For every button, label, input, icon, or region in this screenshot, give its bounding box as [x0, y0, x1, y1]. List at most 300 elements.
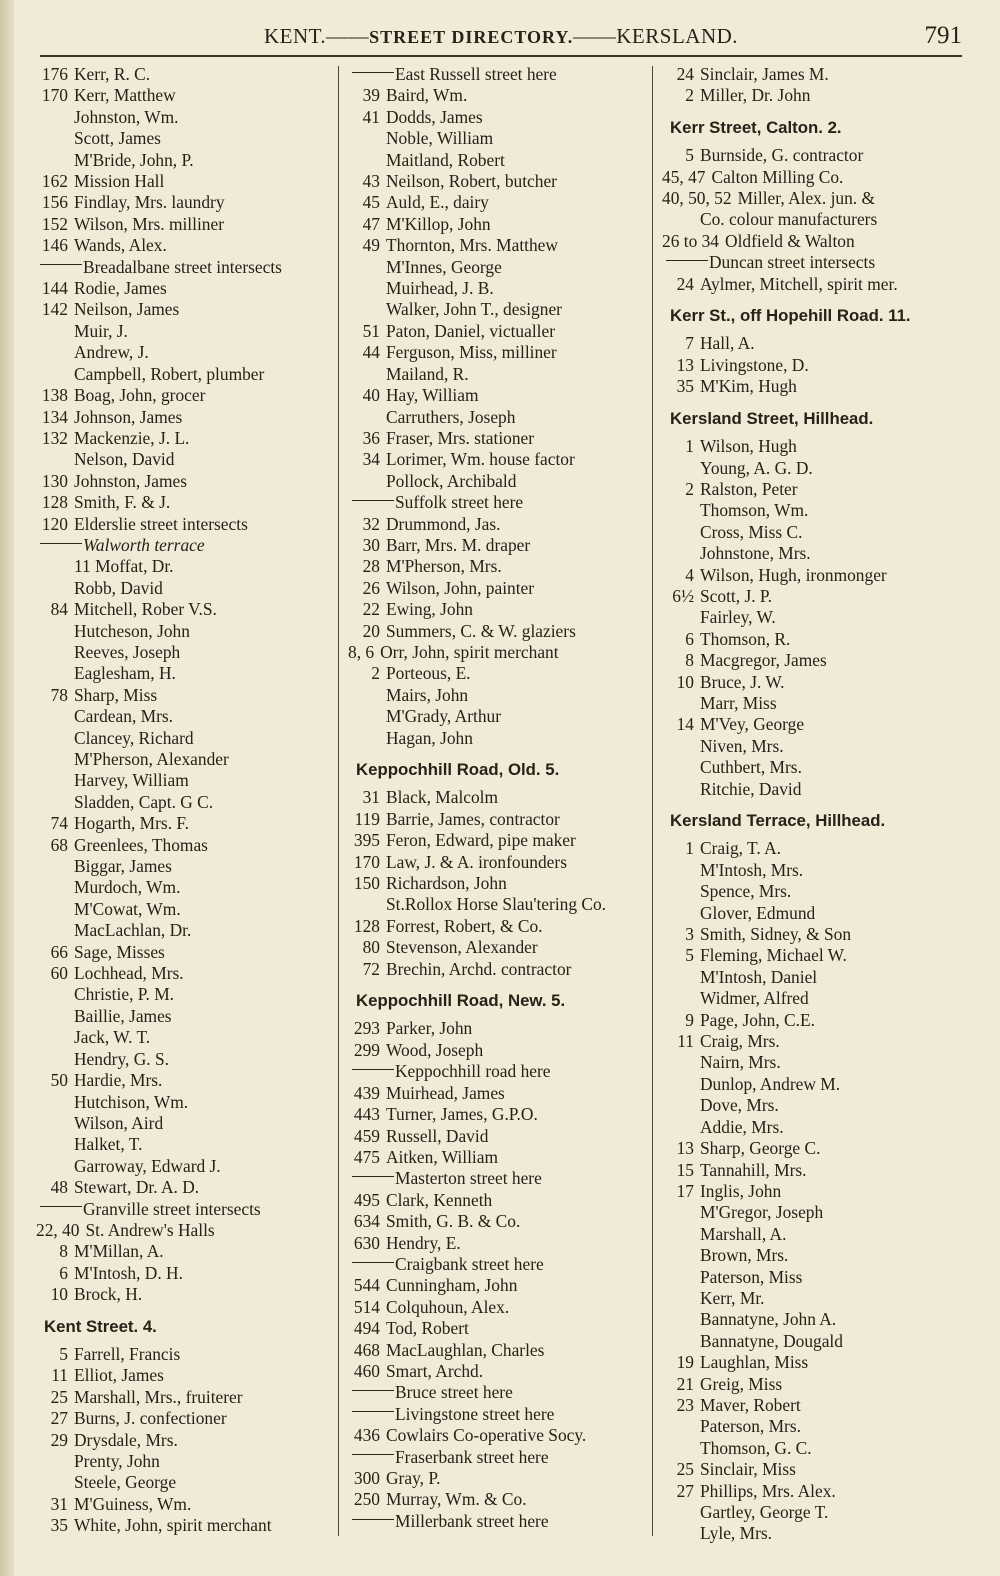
- house-number: 439: [353, 1082, 380, 1103]
- resident-name: Kerr, Matthew: [74, 85, 176, 106]
- intersection-note: [660, 252, 964, 273]
- resident-name: Aylmer, Mitchell, spirit mer.: [700, 273, 898, 294]
- resident-name: Wilson, Hugh: [700, 436, 797, 457]
- house-number: 35: [676, 376, 694, 397]
- dash-rule: [666, 260, 708, 261]
- intersection-note: [346, 64, 646, 85]
- directory-entry: [660, 1523, 964, 1544]
- resident-name: Bannatyne, John A.: [700, 1309, 837, 1330]
- resident-name: Noble, William: [386, 128, 494, 149]
- resident-name: Hendry, E.: [386, 1232, 461, 1253]
- directory-entry: [660, 1224, 964, 1245]
- house-number: 31: [50, 1493, 68, 1514]
- resident-name: M'Bride, John, P.: [74, 149, 194, 170]
- dash-rule: [352, 1519, 394, 1520]
- resident-name: Dove, Mrs.: [700, 1095, 779, 1116]
- resident-name: Page, John, C.E.: [700, 1009, 815, 1030]
- house-number: 40: [362, 385, 380, 406]
- directory-entry: [346, 728, 646, 749]
- resident-name: Neilson, James: [74, 299, 180, 320]
- resident-name: Thomson, R.: [700, 628, 791, 649]
- directory-entry: [660, 945, 964, 966]
- resident-name: Baird, Wm.: [386, 85, 468, 106]
- directory-entry: [34, 706, 332, 727]
- directory-entry: [346, 1233, 646, 1254]
- resident-name: Smith, Sidney, & Son: [700, 924, 852, 945]
- resident-name: Drysdale, Mrs.: [74, 1429, 178, 1450]
- directory-entry: [34, 1284, 332, 1305]
- resident-name: Burns, J. confectioner: [74, 1408, 227, 1429]
- directory-entry: [34, 407, 332, 428]
- directory-entry: [34, 963, 332, 984]
- directory-entry: [346, 1018, 646, 1039]
- directory-entry: [346, 556, 646, 577]
- directory-entry: [346, 959, 646, 980]
- directory-entry: [346, 1468, 646, 1489]
- house-number: 17: [676, 1180, 694, 1201]
- resident-name: St. Andrew's Halls: [85, 1219, 215, 1240]
- directory-entry: [34, 107, 332, 128]
- note-text: Walworth terrace: [83, 534, 205, 555]
- directory-entry: [660, 1395, 964, 1416]
- directory-entry: [346, 621, 646, 642]
- house-number: 60: [50, 963, 68, 984]
- intersection-note: [34, 535, 332, 556]
- directory-column-3: [660, 64, 964, 1545]
- house-number: 45: [362, 192, 380, 213]
- resident-name: Craig, Mrs.: [700, 1031, 780, 1052]
- directory-entry: [660, 522, 964, 543]
- house-number: 128: [41, 492, 68, 513]
- intersection-note: [346, 1168, 646, 1189]
- directory-entry: [34, 599, 332, 620]
- resident-name: Wood, Joseph: [386, 1039, 484, 1060]
- resident-name: Addie, Mrs.: [700, 1116, 784, 1137]
- resident-name: MacLachlan, Dr.: [74, 920, 192, 941]
- directory-entry: [660, 1138, 964, 1159]
- house-number: 78: [50, 684, 68, 705]
- resident-name: Marr, Miss: [700, 692, 777, 713]
- intersection-note: [346, 1254, 646, 1275]
- directory-entry: [346, 107, 646, 128]
- resident-name: Muirhead, James: [386, 1082, 505, 1103]
- house-number: 25: [676, 1459, 694, 1480]
- resident-name: M'Pherson, Alexander: [74, 749, 229, 769]
- directory-entry: [34, 856, 332, 877]
- house-number: 44: [362, 342, 380, 363]
- directory-entry: [346, 916, 646, 937]
- directory-entry: [34, 792, 332, 813]
- street-heading: Kent Street. 4.: [44, 1316, 157, 1336]
- directory-entry: [34, 1515, 332, 1536]
- directory-entry: [34, 1408, 332, 1429]
- directory-entry: [660, 85, 964, 106]
- resident-name: Mackenzie, J. L.: [74, 427, 190, 448]
- directory-entry: [346, 471, 646, 492]
- directory-entry: [660, 543, 964, 564]
- directory-entry: [34, 385, 332, 406]
- note-text: Livingstone street here: [395, 1403, 555, 1424]
- directory-entry: [34, 1156, 332, 1177]
- directory-entry: [34, 64, 332, 85]
- resident-name: Maitland, Robert: [386, 149, 505, 170]
- resident-name: Elliot, James: [74, 1365, 164, 1386]
- house-number: 146: [41, 235, 68, 256]
- note-text: Suffolk street here: [395, 492, 524, 513]
- directory-entry: [660, 714, 964, 735]
- directory-entry: [346, 599, 646, 620]
- house-number: 74: [50, 813, 68, 834]
- directory-entry: [346, 1211, 646, 1232]
- resident-name: Co. colour manufacturers: [700, 209, 878, 230]
- resident-name: M'Grady, Arthur: [386, 706, 502, 727]
- resident-name: Sladden, Capt. G C.: [74, 791, 214, 812]
- resident-name: Murray, Wm. & Co.: [386, 1489, 527, 1510]
- header-rule: [40, 55, 962, 57]
- house-number: 170: [41, 85, 68, 106]
- house-number: 3: [685, 924, 694, 945]
- house-number: 19: [676, 1352, 694, 1373]
- directory-entry: [346, 192, 646, 213]
- directory-entry: [660, 1117, 964, 1138]
- house-number: 144: [41, 278, 68, 299]
- directory-entry: [346, 787, 646, 808]
- directory-entry: [34, 877, 332, 898]
- house-number: 10: [50, 1284, 68, 1305]
- resident-name: Hutcheson, John: [74, 620, 190, 641]
- directory-entry: [660, 1052, 964, 1073]
- directory-entry: [34, 299, 332, 320]
- resident-name: M'Innes, George: [386, 256, 502, 277]
- resident-name: Lochhead, Mrs.: [74, 963, 184, 984]
- directory-entry: [660, 565, 964, 586]
- directory-entry: [346, 1361, 646, 1382]
- directory-entry: [660, 1502, 964, 1523]
- note-text: Duncan street intersects: [709, 252, 876, 273]
- dash-rule: [40, 543, 82, 544]
- directory-entry: [660, 586, 964, 607]
- resident-name: Wands, Alex.: [74, 235, 167, 256]
- directory-entry: [346, 809, 646, 830]
- resident-name: Sinclair, James M.: [700, 64, 829, 84]
- directory-entry: [34, 1472, 332, 1493]
- directory-entry: [660, 1331, 964, 1352]
- resident-name: Forrest, Robert, & Co.: [386, 915, 543, 936]
- resident-name: Elderslie street intersects: [74, 513, 248, 534]
- resident-name: Pollock, Archibald: [386, 470, 517, 491]
- house-number: 29: [50, 1429, 68, 1450]
- house-number: 30: [362, 534, 380, 555]
- intersection-note: [346, 1511, 646, 1532]
- resident-name: Smart, Archd.: [386, 1360, 484, 1381]
- directory-entry: [346, 385, 646, 406]
- directory-entry: [660, 1288, 964, 1309]
- directory-entry: [346, 449, 646, 470]
- resident-name: Paterson, Miss: [700, 1266, 803, 1287]
- directory-entry: [346, 1083, 646, 1104]
- resident-name: Eaglesham, H.: [74, 663, 176, 684]
- directory-entry: [34, 1049, 332, 1070]
- dash-rule: [352, 1262, 394, 1263]
- directory-entry: [660, 607, 964, 628]
- house-number: 4: [685, 564, 694, 585]
- intersection-note: [346, 1382, 646, 1403]
- resident-name: Spence, Mrs.: [700, 881, 792, 902]
- house-number: 8: [59, 1241, 68, 1262]
- house-number: 26: [362, 577, 380, 598]
- resident-name: Tannahill, Mrs.: [700, 1159, 807, 1180]
- house-number: 2: [685, 478, 694, 499]
- directory-entry: [660, 1309, 964, 1330]
- directory-entry: [346, 685, 646, 706]
- running-head-dash: ——: [573, 24, 617, 48]
- resident-name: Dunlop, Andrew M.: [700, 1073, 841, 1094]
- house-number: 250: [353, 1489, 380, 1510]
- house-number: 8: [685, 650, 694, 671]
- resident-name: Lorimer, Wm. house factor: [386, 449, 575, 470]
- directory-entry: [34, 1177, 332, 1198]
- house-number: 15: [676, 1159, 694, 1180]
- resident-name: Richardson, John: [386, 873, 507, 894]
- directory-entry: [34, 835, 332, 856]
- house-number: 24: [676, 273, 694, 294]
- directory-entry: [660, 1267, 964, 1288]
- directory-entry: [660, 1202, 964, 1223]
- resident-name: Gartley, George T.: [700, 1502, 829, 1522]
- resident-name: Mairs, John: [386, 684, 469, 705]
- resident-name: White, John, spirit merchant: [74, 1515, 272, 1536]
- directory-entry: [660, 64, 964, 85]
- directory-entry: [34, 770, 332, 791]
- house-number: 13: [676, 354, 694, 375]
- house-number: 634: [353, 1211, 380, 1232]
- house-number: 494: [353, 1318, 380, 1339]
- directory-entry: [346, 150, 646, 171]
- house-number: 299: [353, 1039, 380, 1060]
- directory-entry: [34, 728, 332, 749]
- directory-entry: [34, 1092, 332, 1113]
- resident-name: Law, J. & A. ironfounders: [386, 851, 567, 872]
- directory-entry: [346, 1126, 646, 1147]
- resident-name: Drummond, Jas.: [386, 513, 501, 534]
- resident-name: Barr, Mrs. M. draper: [386, 534, 531, 555]
- directory-entry: [346, 873, 646, 894]
- resident-name: MacLaughlan, Charles: [386, 1339, 545, 1360]
- resident-name: M'Killop, John: [386, 213, 491, 234]
- directory-entry: [346, 663, 646, 684]
- resident-name: Wilson, Hugh, ironmonger: [700, 564, 887, 585]
- resident-name: Clancey, Richard: [74, 727, 194, 748]
- directory-entry: [34, 556, 332, 577]
- resident-name: Brechin, Archd. contractor: [386, 958, 572, 979]
- house-number: 40, 50, 52: [662, 188, 732, 209]
- directory-entry: [34, 1113, 332, 1134]
- directory-entry: [34, 685, 332, 706]
- directory-entry: [660, 209, 964, 230]
- directory-entry: [346, 299, 646, 320]
- directory-entry: [346, 1040, 646, 1061]
- directory-entry: [346, 278, 646, 299]
- directory-entry: [346, 214, 646, 235]
- directory-entry: [34, 1365, 332, 1386]
- directory-entry: [34, 192, 332, 213]
- house-number: 22: [362, 599, 380, 620]
- resident-name: Sage, Misses: [74, 941, 165, 962]
- resident-name: M'Millan, A.: [74, 1241, 164, 1262]
- directory-entry: [346, 535, 646, 556]
- resident-name: Fairley, W.: [700, 607, 776, 628]
- resident-name: Greig, Miss: [700, 1373, 783, 1394]
- directory-entry: [660, 881, 964, 902]
- dash-rule: [352, 72, 394, 73]
- directory-entry: [34, 942, 332, 963]
- directory-entry: [34, 1134, 332, 1155]
- house-number: 72: [362, 958, 380, 979]
- directory-entry: [660, 1095, 964, 1116]
- house-number: 2: [371, 663, 380, 684]
- directory-entry: [34, 642, 332, 663]
- house-number: 475: [353, 1146, 380, 1167]
- house-number: 25: [50, 1386, 68, 1407]
- resident-name: Maver, Robert: [700, 1394, 801, 1415]
- directory-entry: [660, 1481, 964, 1502]
- house-number: 47: [362, 213, 380, 234]
- directory-entry: [346, 85, 646, 106]
- note-text: Bruce street here: [395, 1382, 513, 1403]
- house-number: 8, 6: [348, 641, 375, 662]
- resident-name: Gray, P.: [386, 1468, 441, 1488]
- house-number: 6½: [672, 585, 694, 606]
- resident-name: Widmer, Alfred: [700, 988, 809, 1009]
- directory-entry: [34, 514, 332, 535]
- directory-entry: [346, 1297, 646, 1318]
- resident-name: Miller, Dr. John: [700, 85, 811, 106]
- resident-name: Kerr, R. C.: [74, 64, 151, 84]
- resident-name: Cuthbert, Mrs.: [700, 757, 802, 778]
- directory-entry: [34, 621, 332, 642]
- directory-entry: [660, 145, 964, 166]
- house-number: 5: [685, 145, 694, 166]
- resident-name: Calton Milling Co.: [711, 166, 844, 187]
- house-number: 514: [353, 1296, 380, 1317]
- resident-name: Hutchison, Wm.: [74, 1091, 189, 1112]
- house-number: 9: [685, 1009, 694, 1030]
- resident-name: Hay, William: [386, 385, 479, 406]
- directory-entry: [34, 920, 332, 941]
- directory-entry: [660, 736, 964, 757]
- resident-name: Hendry, G. S.: [74, 1048, 169, 1069]
- resident-name: Baillie, James: [74, 1005, 172, 1026]
- house-number: 119: [354, 808, 380, 829]
- house-number: 41: [362, 106, 380, 127]
- house-number: 27: [50, 1408, 68, 1429]
- intersection-note: [34, 1199, 332, 1220]
- directory-entry: [34, 1344, 332, 1365]
- directory-entry: [34, 235, 332, 256]
- resident-name: Burnside, G. contractor: [700, 145, 864, 166]
- house-number: 28: [362, 556, 380, 577]
- house-number: 495: [353, 1189, 380, 1210]
- resident-name: Smith, F. & J.: [74, 492, 171, 513]
- directory-entry: [660, 167, 964, 188]
- resident-name: Sharp, George C.: [700, 1138, 821, 1159]
- directory-entry: [34, 449, 332, 470]
- running-head-dash: ——: [326, 24, 370, 48]
- directory-entry: [346, 171, 646, 192]
- directory-entry: [34, 1494, 332, 1515]
- resident-name: M'Kim, Hugh: [700, 376, 797, 397]
- resident-name: Walker, John T., designer: [386, 299, 562, 320]
- resident-name: Brown, Mrs.: [700, 1245, 789, 1266]
- house-number: 35: [50, 1515, 68, 1536]
- house-number: 6: [685, 628, 694, 649]
- directory-entry: [34, 321, 332, 342]
- resident-name: Scott, James: [74, 128, 161, 149]
- house-number: 138: [41, 385, 68, 406]
- resident-name: Thomson, Wm.: [700, 500, 809, 521]
- resident-name: Tod, Robert: [386, 1318, 469, 1339]
- resident-name: Summers, C. & W. glaziers: [386, 620, 576, 641]
- intersection-note: [346, 492, 646, 513]
- intersection-note: [346, 1404, 646, 1425]
- resident-name: Murdoch, Wm.: [74, 877, 181, 898]
- note-text: Granville street intersects: [83, 1198, 261, 1219]
- house-number: 22, 40: [36, 1219, 80, 1240]
- resident-name: Kerr, Mr.: [700, 1287, 765, 1308]
- resident-name: Lyle, Mrs.: [700, 1523, 772, 1544]
- resident-name: Brock, H.: [74, 1284, 143, 1305]
- directory-entry: [660, 1031, 964, 1052]
- dash-rule: [352, 1069, 394, 1070]
- note-text: Fraserbank street here: [395, 1446, 549, 1467]
- directory-entry: [660, 1352, 964, 1373]
- resident-name: Robb, David: [74, 577, 163, 598]
- resident-name: Phillips, Mrs. Alex.: [700, 1480, 836, 1501]
- directory-entry: [346, 706, 646, 727]
- dash-rule: [352, 1411, 394, 1412]
- resident-name: Ritchie, David: [700, 778, 802, 799]
- page-header: [40, 22, 962, 52]
- resident-name: Paton, Daniel, victualler: [386, 320, 556, 341]
- directory-entry: [346, 1425, 646, 1446]
- resident-name: Black, Malcolm: [386, 787, 499, 808]
- house-number: 142: [41, 299, 68, 320]
- house-number: 13: [676, 1138, 694, 1159]
- resident-name: Wilson, Aird: [74, 1112, 164, 1133]
- street-heading: Kerr Street, Calton. 2.: [670, 117, 842, 137]
- resident-name: 11 Moffat, Dr.: [74, 556, 174, 577]
- house-number: 10: [676, 671, 694, 692]
- directory-entry: [34, 1451, 332, 1472]
- resident-name: Young, A. G. D.: [700, 457, 813, 478]
- page-edge: [0, 0, 14, 1576]
- directory-entry: [346, 1147, 646, 1168]
- directory-entry: [34, 278, 332, 299]
- directory-column-1: [34, 64, 332, 1537]
- house-number: 130: [41, 470, 68, 491]
- running-head: [40, 24, 962, 49]
- resident-name: Ewing, John: [386, 599, 473, 620]
- resident-name: Miller, Alex. jun. &: [737, 188, 876, 209]
- directory-entry: [346, 257, 646, 278]
- directory-entry: [346, 1340, 646, 1361]
- house-number: 43: [362, 171, 380, 192]
- resident-name: Neilson, Robert, butcher: [386, 171, 557, 192]
- resident-name: M'Intosh, D. H.: [74, 1262, 183, 1283]
- page-number: 791: [924, 22, 962, 49]
- resident-name: Wilson, Mrs. milliner: [74, 213, 225, 234]
- resident-name: M'Cowat, Wm.: [74, 898, 181, 919]
